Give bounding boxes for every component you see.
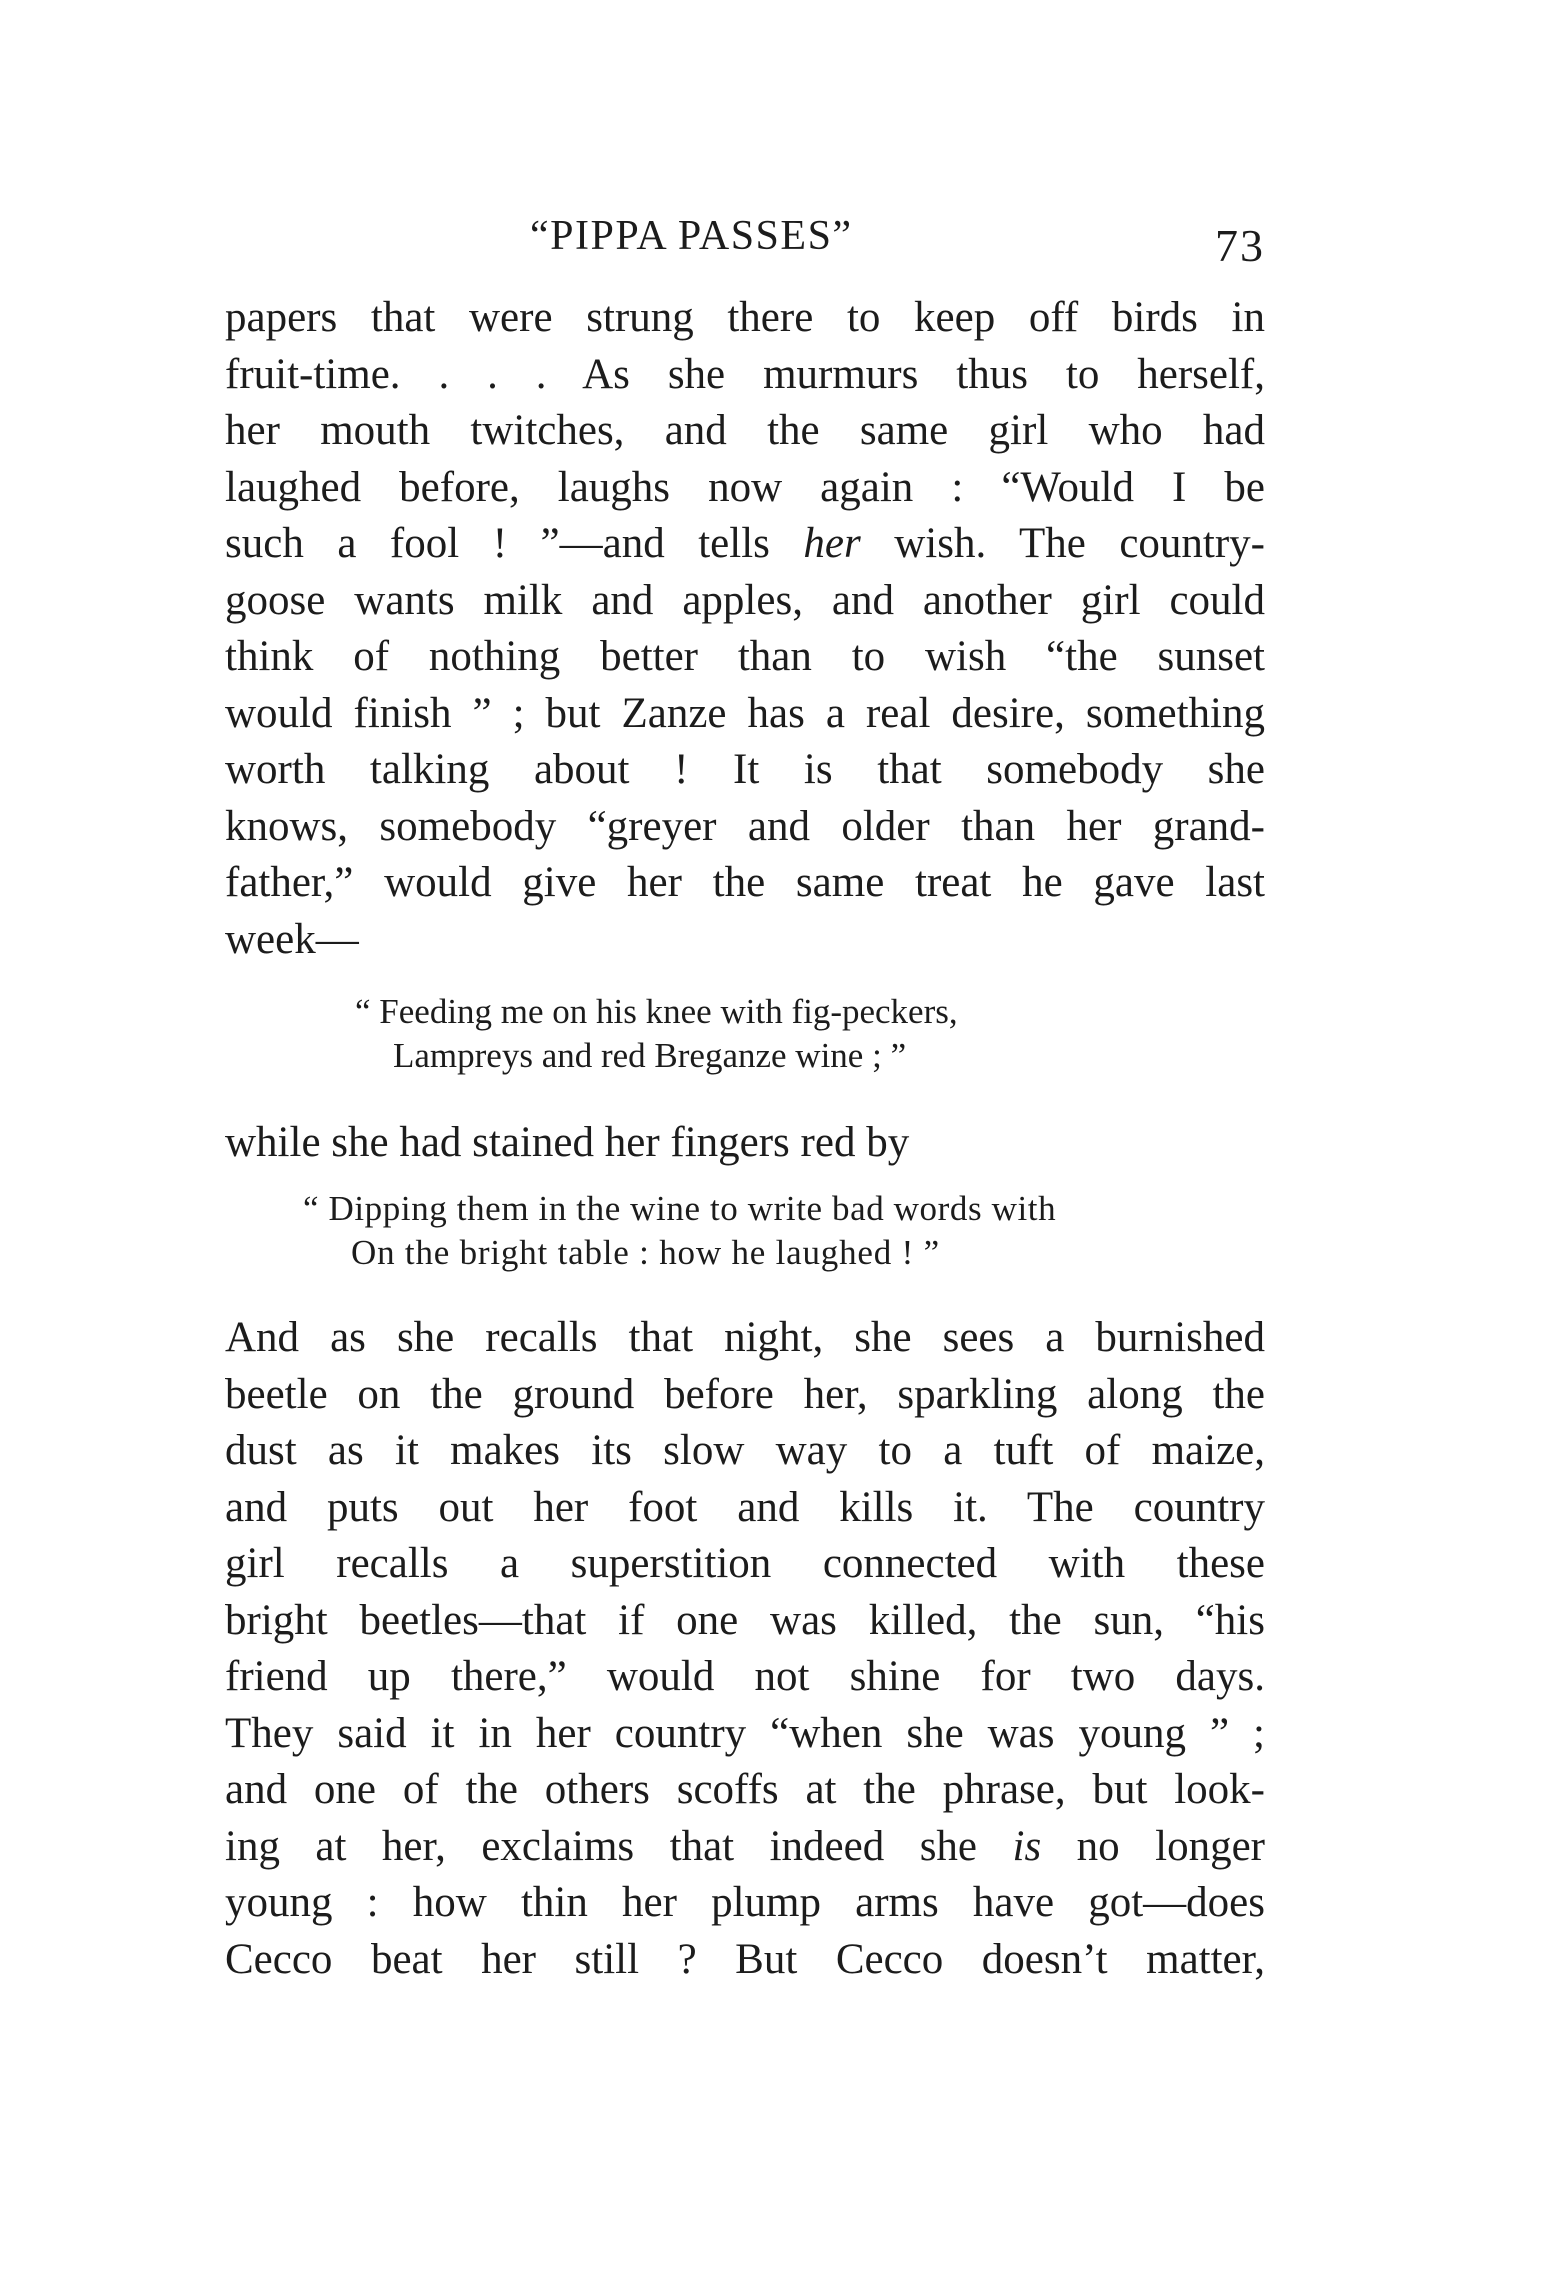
text-line: dust as it makes its slow way to a tuft of maize, [225, 1427, 1265, 1474]
text-line: fruit-time. . . . As she murmurs thus to herself, [225, 350, 1265, 398]
text-line: bright beetles—that if one was killed, the sun, “his [225, 1596, 1265, 1644]
text-line: And as she recalls that night, she sees a burnished [225, 1314, 1265, 1361]
text-line: friend up there,” would not shine for two days. [225, 1653, 1265, 1700]
page-number: 73 [1215, 220, 1265, 271]
text-line: while she had stained her fingers red by [225, 1119, 910, 1166]
text-line: young : how thin her plump arms have got—does [225, 1879, 1265, 1926]
verse-quote-1 [355, 990, 958, 1078]
text-line: papers that were strung there to keep off birds in [225, 294, 1265, 341]
text-line: her mouth twitches, and the same girl who had [225, 407, 1265, 454]
text-line: laughed before, laughs now again : “Would I be [225, 463, 1265, 511]
text-line: knows, somebody “greyer and older than her grand- [225, 802, 1265, 850]
text-line: They said it in her country “when she was young ” ; [225, 1709, 1265, 1757]
running-title: “PIPPA PASSES” [530, 213, 853, 259]
verse-quote-2 [303, 1187, 1056, 1275]
running-head [225, 208, 1265, 278]
text-line: would finish ” ; but Zanze has a real desire, something [225, 689, 1265, 737]
text-line: such a fool ! ”—and tells her wish. The country- [225, 520, 1266, 567]
text-line: and one of the others scoffs at the phrase, but look- [225, 1766, 1265, 1813]
verse-line: Lampreys and red Breganze wine ; ” [393, 1036, 907, 1075]
emphasis-her: her [803, 520, 861, 567]
text-line: and puts out her foot and kills it. The country [225, 1483, 1265, 1531]
paragraph-2 [225, 1115, 1265, 1172]
verse-line: “ Feeding me on his knee with fig-peckers, [355, 992, 958, 1031]
verse-line: “ Dipping them in the wine to write bad words with [303, 1189, 1057, 1228]
text-line: beetle on the ground before her, sparkling along the [225, 1370, 1265, 1418]
verse-line: On the bright table : how he laughed ! ” [351, 1233, 940, 1272]
text-line: week— [225, 915, 359, 963]
paragraph-1 [225, 290, 1265, 968]
text-line: girl recalls a superstition connected with these [225, 1540, 1265, 1587]
text-line: father,” would give her the same treat he gave last [225, 859, 1265, 906]
text-line: Cecco beat her still ? But Cecco doesn’t matter, [225, 1935, 1265, 1983]
paragraph-3 [225, 1310, 1265, 1988]
emphasis-is: is [1012, 1822, 1042, 1870]
text-line: ing at her, exclaims that indeed she is no longer [225, 1822, 1265, 1870]
text-line: worth talking about ! It is that somebody she [225, 746, 1265, 793]
text-line: think of nothing better than to wish “the sunset [225, 633, 1265, 680]
text-line: goose wants milk and apples, and another girl could [225, 576, 1265, 624]
